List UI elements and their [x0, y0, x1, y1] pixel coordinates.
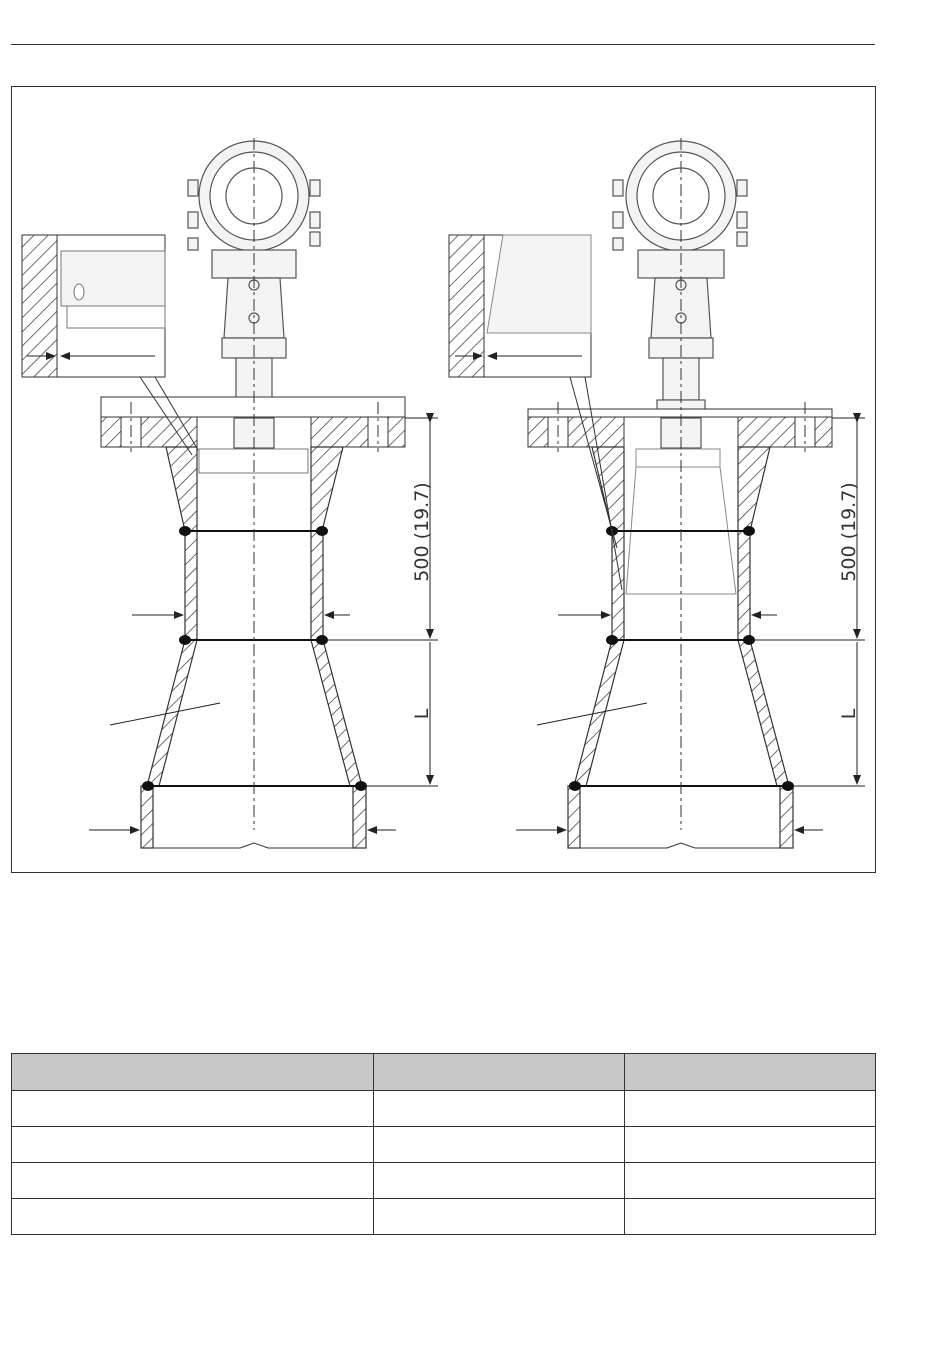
table-header-cell	[12, 1054, 374, 1091]
spec-table	[11, 1053, 876, 1235]
table-cell	[12, 1091, 374, 1127]
table-header-row	[12, 1054, 876, 1091]
table-header-cell	[625, 1054, 876, 1091]
table-cell	[374, 1127, 625, 1163]
weld-points-left	[142, 526, 367, 791]
device-housing-right	[613, 141, 747, 448]
table-row	[12, 1127, 876, 1163]
table-cell	[374, 1163, 625, 1199]
table-row	[12, 1199, 876, 1235]
table-cell	[625, 1127, 876, 1163]
right-installation	[449, 138, 865, 848]
table-cell	[625, 1163, 876, 1199]
table-row	[12, 1163, 876, 1199]
dim-500-right: 500 (19.7)	[838, 482, 860, 582]
left-installation	[22, 138, 438, 848]
table-cell	[12, 1127, 374, 1163]
weld-points-right	[569, 526, 794, 791]
dim-L-left: L	[411, 708, 433, 720]
table-cell	[12, 1163, 374, 1199]
table-cell	[374, 1091, 625, 1127]
table-row	[12, 1091, 876, 1127]
table-header-cell	[374, 1054, 625, 1091]
table-cell	[12, 1199, 374, 1235]
dim-L-right: L	[838, 708, 860, 720]
dim-500-left: 500 (19.7)	[411, 482, 433, 582]
table-cell	[374, 1199, 625, 1235]
table-cell	[625, 1199, 876, 1235]
table-cell	[625, 1091, 876, 1127]
